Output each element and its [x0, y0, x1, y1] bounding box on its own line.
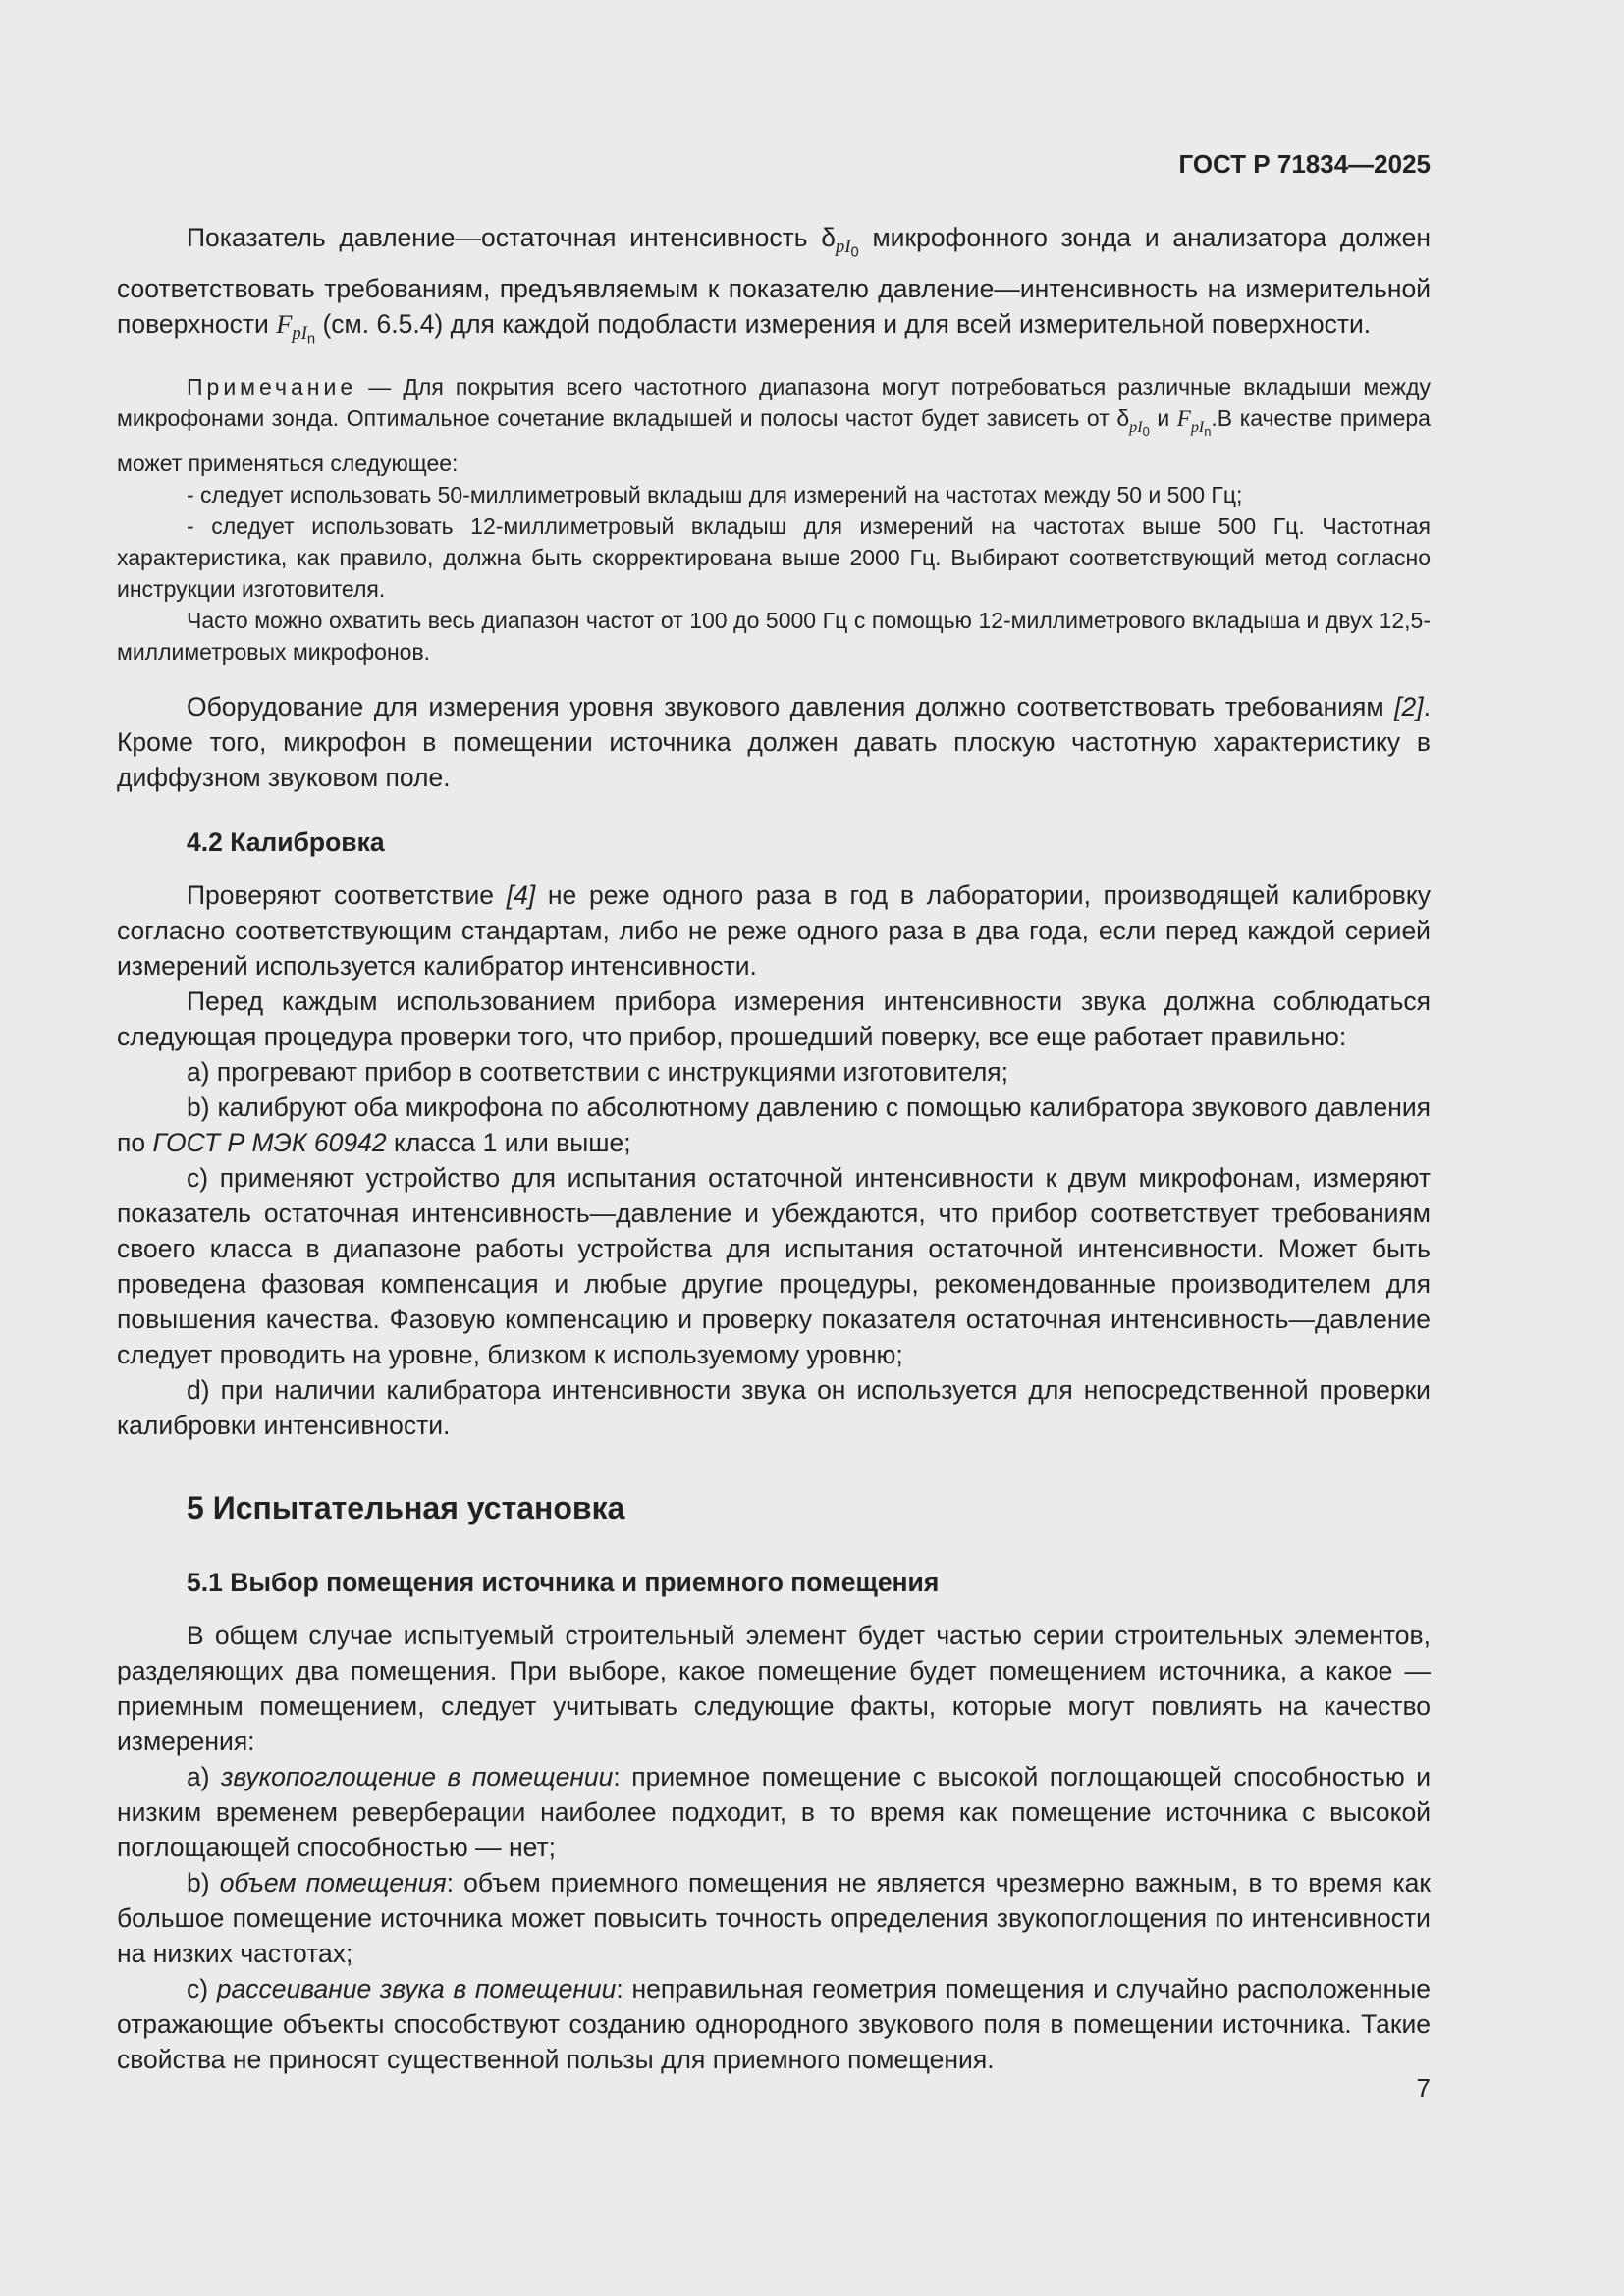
reference-link: [2] — [1394, 691, 1424, 721]
reference-link: [4] — [506, 880, 536, 910]
F-pIn-symbol: $F_{pI_n}$ — [276, 309, 316, 347]
note-label: Примечание — [187, 374, 357, 400]
standard-reference: ГОСТ Р МЭК 60942 — [152, 1127, 387, 1157]
list-item-d: d) при наличии калибратора интенсивности звука он используется для непосредственной проверки калибровки интенсивности. — [117, 1374, 1431, 1440]
paragraph-verification: Проверяют соответствие [4] не реже одного раза в год в лаборатории, производящей калибровку согласно соответствующим стандартам, либо не реже одного раза в два года, если перед каждой серией измерений используется калибратор интенсивности. — [117, 880, 1431, 981]
paragraph-procedure: Перед каждым использованием прибора измерения интенсивности звука должна соблюдаться следующая процедура проверки того, что прибор, прошедший поверку, все еще работает правильно: — [117, 986, 1431, 1051]
note-list-item: - следует использовать 50-миллиметровый вкладыш для измерений на частотах между 50 и 500 Гц; — [187, 481, 1243, 507]
paragraph-pressure-index: Показатель давление—остаточная интенсивность $\delta_{pI_0}$ микрофонного зонда и анализатора должен соответствовать требованиям, предъявляемым к показателю давление—интенсивность на измерительной поверхности $F_{pI_n}$ (см. 6.5.4) для каждой подобласти измерения и для всей измерительной поверхности. — [117, 223, 1431, 347]
factor-item-a: a) звукопоглощение в помещении: приемное помещение с высокой поглощающей способностью и низким временем реверберации наиболее подходит, в то время как помещение источника с высокой поглощающей способностью — нет; — [117, 1761, 1432, 1862]
factor-item-c: c) рассеивание звука в помещении: неправильная геометрия помещения и случайно расположенные отражающие объекты способствуют созданию однородного звукового поля в помещении источника. Такие свойства не приносят существенной пользы для приемного помещения. — [117, 1973, 1431, 2074]
standard-number: ГОСТ Р 71834—2025 — [1178, 149, 1431, 179]
delta-pI0-symbol: $\delta_{pI_0}$ — [1116, 405, 1150, 439]
list-item-c: c) применяют устройство для испытания остаточной интенсивности к двум микрофонам, измеряют показатель остаточная интенсивность—давление и убеждаются, что прибор соответствует требованиям своего класса в диапазоне работы устройства для испытания остаточной интенсивности. Может быть проведена фазовая компенсация и любые другие процедуры, рекомендованные производителем для повышения качества. Фазовую компенсацию и проверку показателя остаточная интенсивность—давление следует проводить на уровне, близком к используемому уровню; — [117, 1162, 1431, 1369]
paragraph-room-selection: В общем случае испытуемый строительный элемент будет частью серии строительных элементов, разделяющих два помещения. При выборе, какое помещение будет помещением источника, а какое — приемным помещением, следует учитывать следующие факты, которые могут повлиять на качество измерения: — [117, 1620, 1431, 1756]
delta-pI0-symbol: $\delta_{pI_0}$ — [821, 223, 859, 261]
paragraph-equipment: Оборудование для измерения уровня звукового давления должно соответствовать требованиям [2]. Кроме того, микрофон в помещении источника должен давать плоскую частотную характеристику в диффузном звуковом поле. — [117, 691, 1431, 792]
factor-item-b: b) объем помещения: объем приемного помещения не является чрезмерно важным, в то время как большое помещение источника может повысить точность определения звукопоглощения по интенсивности на низких частотах; — [117, 1867, 1431, 1968]
list-item-b: b) калибруют оба микрофона по абсолютному давлению с помощью калибратора звукового давления по ГОСТ Р МЭК 60942 класса 1 или выше; — [117, 1092, 1431, 1157]
note-list-item: - следует использовать 12-миллиметровый вкладыш для измерений на частотах выше 500 Гц. Частотная характеристика, как правило, должна быть скорректирована выше 2000 Гц. Выбирают соответствующий метод согласно инструкции изготовителя. — [117, 512, 1431, 602]
list-item-a: a) прогревают прибор в соответствии с инструкциями изготовителя; — [187, 1056, 1009, 1087]
note-conclusion: Часто можно охватить весь диапазон частот от 100 до 5000 Гц с помощью 12-миллиметрового вкладыша и двух 12,5-миллиметровых микрофонов. — [117, 607, 1431, 665]
page-content — [117, 220, 1431, 2077]
F-pIn-symbol: $F_{pI_n}$ — [1176, 406, 1212, 439]
section-heading-4-2: 4.2 Калибровка — [187, 827, 385, 857]
note-paragraph: Примечание — Для покрытия всего частотного диапазона могут потребоваться различные вкладыши между микрофонами зонда. Оптимальное сочетание вкладышей и полосы частот будет зависеть от $\delta_{pI_0}$ и $F_{pI_n}.В$ качестве примера может применяться следующее: — [117, 374, 1431, 476]
factor-term: звукопоглощение в помещении — [221, 1761, 614, 1791]
page-number: 7 — [1416, 2073, 1431, 2103]
section-heading-5-1: 5.1 Выбор помещения источника и приемного помещения — [187, 1567, 940, 1597]
factor-term: рассеивание звука в помещении — [216, 1973, 617, 2003]
factor-term: объем помещения — [219, 1867, 447, 1897]
section-heading-5: 5 Испытательная установка — [187, 1489, 625, 1525]
